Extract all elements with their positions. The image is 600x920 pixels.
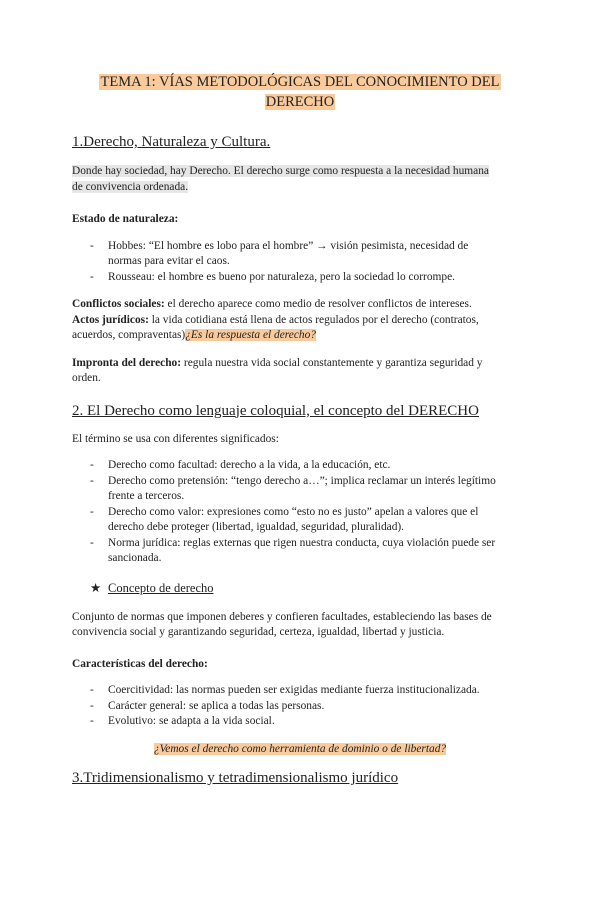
concepto-heading-row <box>72 580 528 597</box>
conflictos-text: el derecho aparece como medio de resolver conflictos de intereses. <box>164 298 472 310</box>
list-item-text: Derecho como facultad: derecho a la vida, a la educación, etc. <box>108 459 391 471</box>
list-item <box>72 505 528 536</box>
actos-label: Actos jurídicos: <box>72 313 149 326</box>
section-1-heading: 1.Derecho, Naturaleza y Cultura. <box>72 134 271 150</box>
list-item-text-cont: derecho debe proteger (libertad, igualdad, seguridad, pluralidad). <box>108 521 405 533</box>
list-item <box>72 458 528 474</box>
actos-question: ¿Es la respuesta el derecho? <box>185 329 316 341</box>
concepto-paragraph <box>72 610 528 641</box>
document-page <box>0 72 600 920</box>
caracteristicas-heading: Características del derecho: <box>72 657 208 670</box>
list-item-text-cont: normas para evitar el caos. <box>108 255 230 267</box>
concepto-line-2: convivencia social y garantizando seguridad, certeza, igualdad, libertad y justicia. <box>72 626 445 638</box>
impronta-label: Impronta del derecho: <box>72 356 182 369</box>
estado-naturaleza-list <box>72 239 528 286</box>
conflictos-label: Conflictos sociales: <box>72 298 165 310</box>
list-item <box>72 270 528 286</box>
list-item <box>72 474 528 505</box>
list-item-text: Hobbes: “El hombre es lobo para el hombre” → visión pesimista, necesidad de <box>108 239 469 252</box>
list-item-text-cont: sancionada. <box>108 552 162 564</box>
intro-line-2: de convivencia ordenada. <box>72 180 189 193</box>
section-2-heading: 2. El Derecho como lenguaje coloquial, el concepto del DERECHO <box>72 402 479 419</box>
section-2-intro: El término se usa con diferentes significados: <box>72 432 279 445</box>
concepto-line-1: Conjunto de normas que imponen deberes y confieren facultades, estableciendo las bases de <box>72 610 492 623</box>
section-3-heading: 3.Tridimensionalismo y tetradimensionalismo jurídico <box>72 770 399 786</box>
significados-list <box>72 458 528 567</box>
concepto-heading: Concepto de derecho <box>108 580 214 595</box>
list-item-text: Rousseau: el hombre es bueno por naturaleza, pero la sociedad lo corrompe. <box>108 270 455 283</box>
list-item-text: Norma jurídica: reglas externas que rigen nuestra conducta, cuya violación puede ser <box>108 536 496 549</box>
impronta-text-cont: orden. <box>72 372 101 384</box>
list-item <box>72 536 528 567</box>
conflictos-paragraph <box>72 297 528 344</box>
intro-line-1: Donde hay sociedad, hay Derecho. El derecho surge como respuesta a la necesidad humana <box>72 165 489 177</box>
list-item-text: Derecho como pretensión: “tengo derecho a…”; implica reclamar un interés legítimo <box>108 474 496 487</box>
actos-text-cont: acuerdos, compraventas) <box>72 329 186 341</box>
list-item: - Coercitividad: las normas pueden ser exigidas mediante fuerza institucionalizada. <box>72 683 528 699</box>
list-item: - Evolutivo: se adapta a la vida social. <box>72 714 528 730</box>
impronta-text: regula nuestra vida social constantemente y garantiza seguridad y <box>181 356 483 369</box>
title-line-1: TEMA 1: VÍAS METODOLÓGICAS DEL CONOCIMIENTO DEL <box>100 74 500 90</box>
title-line-2: DERECHO <box>265 94 335 110</box>
list-item: - Carácter general: se aplica a todas las personas. <box>72 699 528 715</box>
star-icon: ★ <box>90 580 102 595</box>
list-item-text-cont: frente a terceros. <box>108 490 185 502</box>
dominio-libertad-question: ¿Vemos el derecho como herramienta de dominio o de libertad? <box>153 742 447 755</box>
section-1-intro <box>72 164 528 195</box>
caracteristicas-list <box>72 683 528 730</box>
list-item-text: Derecho como valor: expresiones como “esto no es justo” apelan a valores que el <box>108 505 479 518</box>
page-title <box>72 72 528 112</box>
impronta-paragraph <box>72 356 528 387</box>
actos-text: la vida cotidiana está llena de actos regulados por el derecho (contratos, <box>148 313 479 326</box>
question-paragraph <box>72 742 528 758</box>
estado-naturaleza-heading: Estado de naturaleza: <box>72 213 179 225</box>
list-item <box>72 239 528 270</box>
